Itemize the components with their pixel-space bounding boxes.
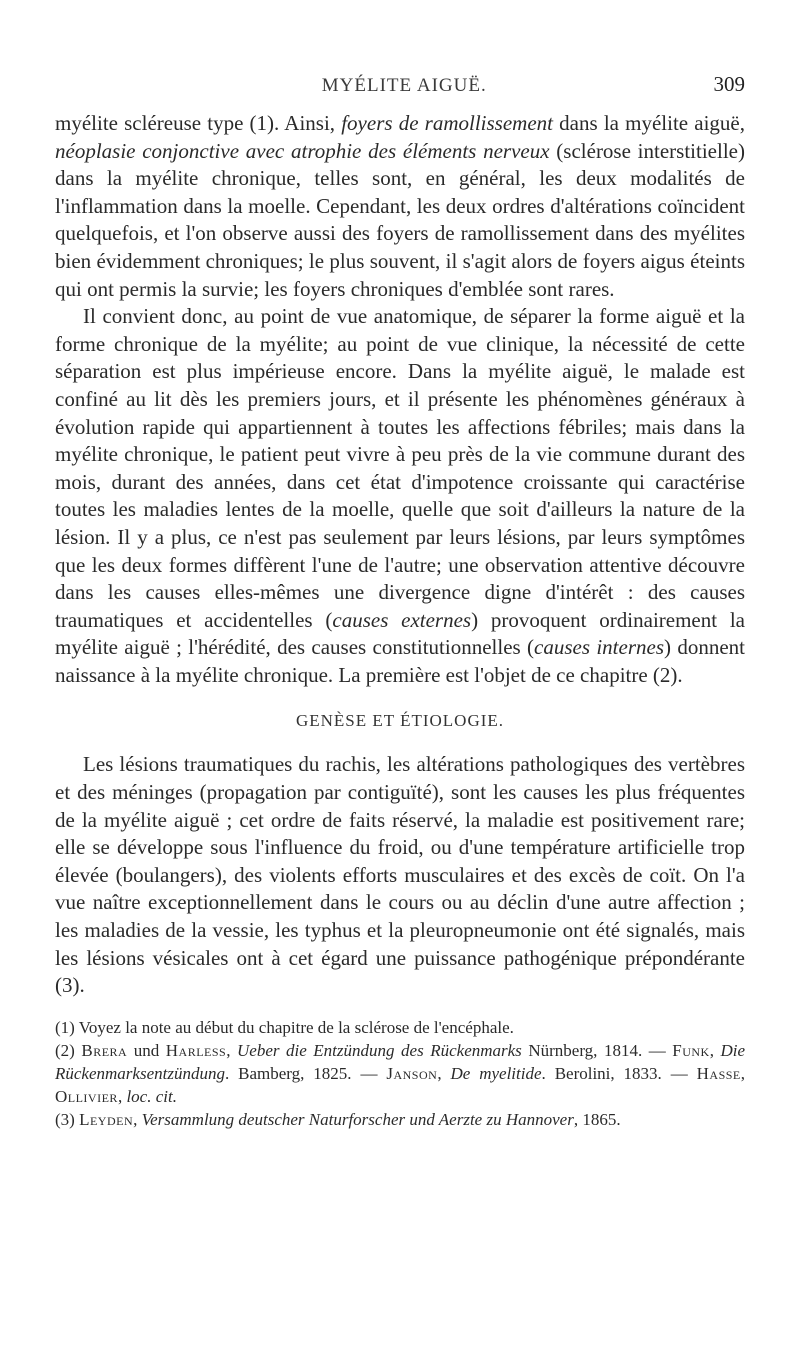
- italic-text: Ueber die Entzündung des Rückenmarks: [237, 1040, 522, 1060]
- footnote: [55, 1108, 745, 1131]
- italic-text: causes internes: [534, 635, 665, 660]
- italic-text: Versammlung deutscher Naturforscher und Aerzte zu Hannover: [141, 1109, 574, 1129]
- author-name: Harless: [165, 1040, 227, 1060]
- section-title: GENÈSE ET ÉTIOLOGIE.: [295, 711, 505, 731]
- footnotes: [55, 1016, 745, 1131]
- author-name: Hasse: [696, 1063, 741, 1083]
- italic-text: De myelitide: [450, 1063, 542, 1083]
- text-run: myélite scléreuse type (1). Ainsi,: [55, 111, 342, 135]
- author-name: Brera: [81, 1040, 128, 1060]
- text-run: ,: [226, 1040, 237, 1060]
- text-run: (2): [55, 1040, 82, 1060]
- text-run: (3): [55, 1109, 80, 1129]
- text-run: ,: [740, 1063, 745, 1083]
- author-name: Leyden: [79, 1109, 134, 1129]
- text-run: . Bamberg, 1825. —: [224, 1063, 387, 1083]
- text-run: ,: [117, 1086, 127, 1106]
- text-run: Nürnberg, 1814. —: [521, 1040, 673, 1060]
- text-run: Il convient donc, au point de vue anatomique, de séparer la forme aiguë et la forme chronique de la myélite; au point de vue clinique, la nécessité de cette séparation est plus impérieuse encore. Dans la myélite aiguë, le malade est confiné au lit dès les premiers jours, et il présente les phénomènes généraux à évolution rapide qui appartiennent à toutes les affections fébriles; mais dans la myélite chronique, le patient peut vivre à peu près de la vie commune durant des mois, durant des années, dans cet état d'impotence croissante qui caractérise toutes les maladies lentes de la moelle, quelle que soit d'ailleurs la nature de la lésion. Il y a plus, ce n'est pas seulement par leurs lésions, par leurs symptômes que les deux formes diffèrent l'une de l'autre; une observation attentive découvre dans les causes elles-mêmes une divergence digne d'intérêt : des causes traumatiques et accidentelles (: [55, 304, 745, 632]
- paragraph: [55, 110, 745, 303]
- text-run: , 1865.: [573, 1109, 621, 1129]
- text-run: ,: [133, 1109, 142, 1129]
- text-run: dans la myélite aiguë,: [553, 111, 745, 135]
- text-run: Les lésions traumatiques du rachis, les altérations pathologiques des vertèbres et des méninges (propagation par contiguïté), sont les causes les plus fréquentes de la myélite aiguë ; cet ordre de faits réservé, la maladie est positivement rare; elle se développe sous l'influence du froid, ou d'une température artificielle trop élevée (boulangers), des violents efforts musculaires et des excès de coït. On l'a vue naître exceptionnellement dans le cours ou au déclin d'une autre affection ; les maladies de la vessie, les typhus et la pleuropneumonie ont été signalés, mais les lésions vésicales ont à cet égard une puissance pathogénique prépondérante (3).: [55, 752, 745, 998]
- text-run: . Berolini, 1833. —: [541, 1063, 697, 1083]
- italic-text: causes externes: [332, 607, 472, 632]
- author-name: Ollivier: [55, 1086, 118, 1106]
- text-run: ,: [709, 1040, 721, 1060]
- text-run: (1) Voyez la note au début du chapitre de la sclérose de l'encéphale.: [55, 1017, 514, 1037]
- page-header: [55, 72, 745, 100]
- author-name: Funk: [672, 1040, 710, 1060]
- author-name: Janson: [386, 1063, 438, 1083]
- paragraph: [55, 751, 745, 999]
- paragraph: [55, 303, 745, 689]
- italic-text: loc. cit.: [126, 1086, 177, 1106]
- text-run: und: [127, 1040, 166, 1060]
- main-text: [55, 110, 745, 689]
- text-run: ) donnent naissance à la myélite chronique. La première est l'objet de ce chapitre (2).: [55, 635, 745, 687]
- footnote: [55, 1016, 745, 1039]
- section-text: [55, 751, 745, 999]
- text-run: (sclérose interstitielle) dans la myélite chronique, telles sont, en général, les deux modalités de l'inflammation dans la moelle. Cependant, les deux ordres d'altérations coïncident quelquefois, et l'on observe aussi des foyers de ramollissement dans des myélites bien évidemment chroniques; le plus souvent, il s'agit alors de foyers aigus éteints qui ont permis la survie; les foyers chroniques d'emblée sont rares.: [55, 138, 745, 301]
- text-run: ,: [437, 1063, 451, 1083]
- running-head: MYÉLITE AIGUË.: [321, 75, 487, 96]
- italic-text: Die Rückenmarksentzündung: [55, 1040, 746, 1083]
- italic-text: foyers de ramollissement: [341, 111, 554, 135]
- text-run: ) provoquent ordinairement la myélite aiguë ; l'hérédité, des causes constitutionnelles (: [55, 607, 746, 660]
- page-body: [55, 110, 745, 1131]
- italic-text: néoplasie conjonctive avec atrophie des éléments nerveux: [55, 138, 550, 163]
- footnote: [55, 1039, 745, 1108]
- page-number: 309: [713, 72, 745, 96]
